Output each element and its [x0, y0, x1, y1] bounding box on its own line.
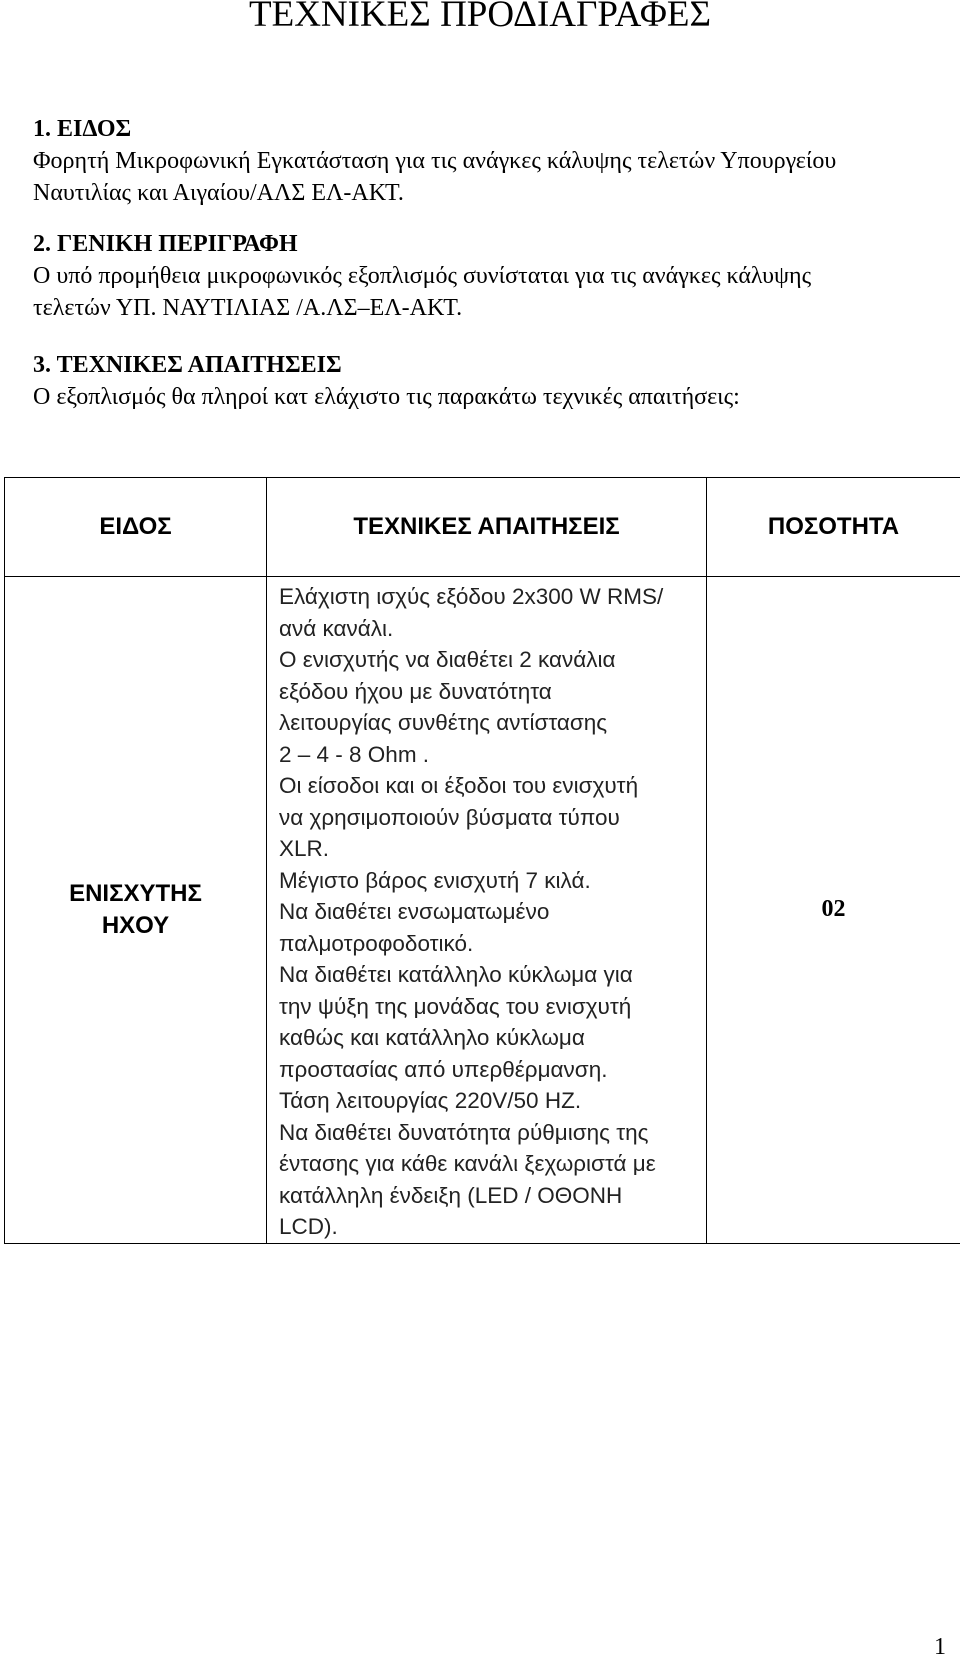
section-heading: 3. ΤΕΧΝΙΚΕΣ ΑΠΑΙΤΗΣΕΙΣ — [33, 352, 342, 378]
section-line: Φορητή Μικροφωνική Εγκατάσταση για τις ανάγκες κάλυψης τελετών Υπουργείου — [33, 148, 837, 174]
requirement-line: Ελάχιστη ισχύς εξόδου 2x300 W RMS/ — [279, 584, 664, 609]
requirement-line: Να διαθέτει δυνατότητα ρύθμισης της — [279, 1119, 649, 1145]
page-title: ΤΕΧΝΙΚΕΣ ΠΡΟΔΙΑΓΡΑΦΕΣ — [249, 0, 711, 35]
section-line: τελετών ΥΠ. ΝΑΥΤΙΛΙΑΣ /Α.ΛΣ–ΕΛ-ΑΚΤ. — [33, 295, 463, 321]
requirement-line: έντασης για κάθε κανάλι ξεχωριστά με — [279, 1151, 656, 1176]
section-heading: 1. ΕΙΔΟΣ — [33, 116, 132, 142]
requirement-line: Μέγιστο βάρος ενισχυτή 7 κιλά. — [279, 867, 591, 893]
column-header-quantity: ΠΟΣΟΤΗΤΑ — [707, 478, 960, 577]
section-technical-requirements — [33, 349, 943, 413]
column-header-requirements: ΤΕΧΝΙΚΕΣ ΑΠΑΙΤΗΣΕΙΣ — [267, 478, 707, 577]
requirement-line: Να διαθέτει ενσωματωμένο — [279, 899, 550, 924]
requirement-line: Οι είσοδοι και οι έξοδοι του ενισχυτή — [279, 773, 639, 798]
specifications-table — [4, 477, 960, 1244]
item-name-line: ΕΝΙΣΧΥΤΗΣ — [69, 879, 202, 907]
requirement-line: XLR. — [279, 836, 330, 861]
requirement-line: παλμοτροφοδοτικό. — [279, 930, 474, 956]
section-line: Ο υπό προμήθεια μικροφωνικός εξοπλισμός συνίσταται για τις ανάγκες κάλυψης — [33, 263, 812, 289]
requirement-line: κατάλληλη ένδειξη (LED / ΟΘΟΝΗ — [279, 1182, 623, 1208]
item-name-cell — [5, 577, 267, 1244]
section-heading: 2. ΓΕΝΙΚΗ ΠΕΡΙΓΡΑΦΗ — [33, 231, 298, 257]
requirement-line: προστασίας από υπερθέρμανση. — [279, 1056, 608, 1082]
page-number: 1 — [934, 1634, 946, 1660]
requirement-line: Να διαθέτει κατάλληλο κύκλωμα για — [279, 962, 633, 987]
table-header-row — [5, 478, 960, 577]
requirement-line: λειτουργίας συνθέτης αντίστασης — [279, 710, 608, 735]
requirement-line: εξόδου ήχου με δυνατότητα — [279, 678, 552, 704]
section-item-type — [33, 113, 943, 209]
requirement-line: να χρησιμοποιούν βύσματα τύπου — [279, 804, 620, 830]
requirement-line: Ο ενισχυτής να διαθέτει 2 κανάλια — [279, 647, 616, 672]
requirement-line: 2 – 4 - 8 Ohm . — [279, 741, 430, 767]
requirement-line: καθώς και κατάλληλο κύκλωμα — [279, 1025, 585, 1050]
table-row — [5, 577, 960, 1244]
requirement-line: Τάση λειτουργίας 220V/50 HZ. — [279, 1088, 582, 1113]
section-general-description — [33, 228, 943, 324]
section-line: Ο εξοπλισμός θα πληροί κατ ελάχιστο τις παρακάτω τεχνικές απαιτήσεις: — [33, 384, 740, 410]
requirements-cell — [267, 577, 707, 1244]
requirement-line: την ψύξη της μονάδας του ενισχυτή — [279, 993, 632, 1019]
requirement-line: LCD). — [279, 1214, 338, 1239]
section-line: Ναυτιλίας και Αιγαίου/ΑΛΣ ΕΛ-ΑΚΤ. — [33, 180, 404, 206]
requirement-line: ανά κανάλι. — [279, 615, 394, 641]
item-name-line: ΗΧΟΥ — [101, 911, 170, 939]
quantity-cell: 02 — [707, 577, 960, 1244]
column-header-item: ΕΙΔΟΣ — [5, 478, 267, 577]
